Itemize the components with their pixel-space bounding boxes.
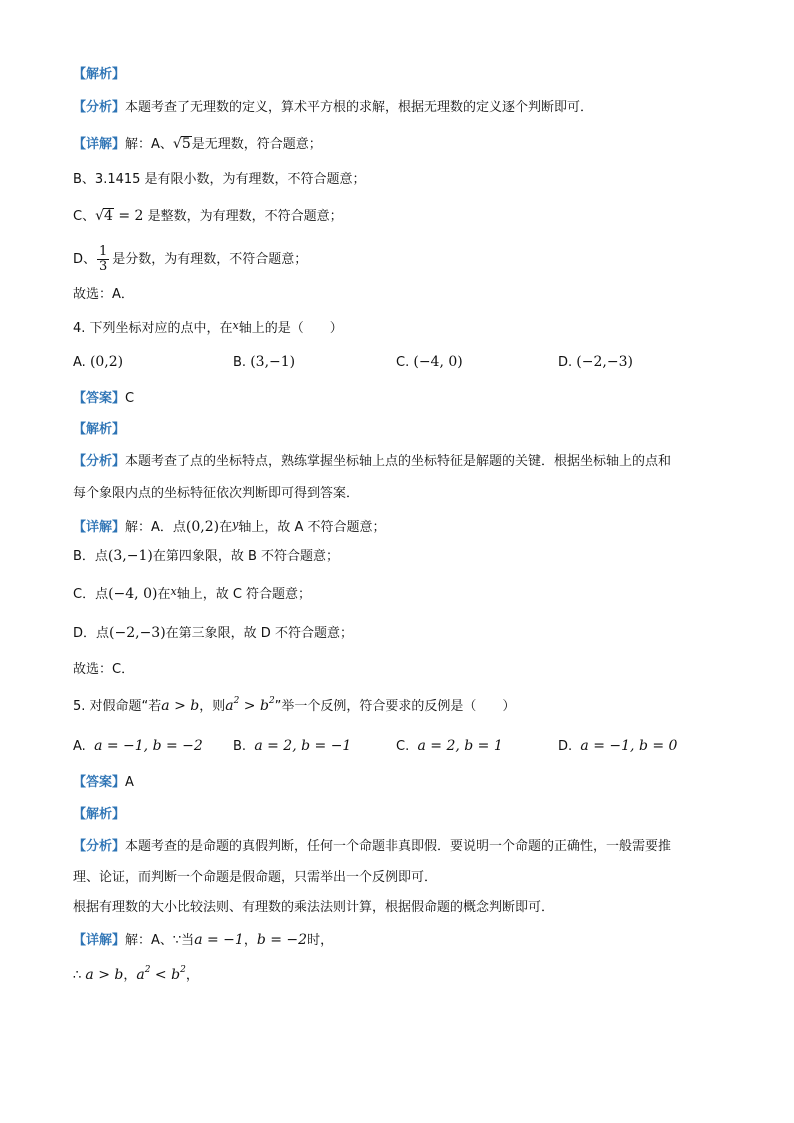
q4-stem-b: 轴上的是（ ）	[238, 321, 343, 336]
option-label: B.	[233, 739, 247, 754]
q4-stem-var: x	[232, 319, 239, 332]
fenxi-tag: 【分析】	[73, 454, 126, 469]
q5-fenxi-3: 根据有理数的大小比较法则、有理数的乘法法则计算，根据假命题的概念判断即可．	[73, 900, 555, 915]
fraction	[97, 245, 109, 274]
q3-a-text: 是无理数，符合题意；	[191, 137, 322, 152]
q4-b-2: 在第四象限，故 B 不符合题意；	[152, 549, 340, 564]
q3-a-prefix: 解：A、	[125, 137, 173, 152]
q4-fenxi-text: 本题考查了点的坐标特点，熟练掌握坐标轴上点的坐标特征是解题的关键．根据坐标轴上的点和	[125, 454, 672, 469]
q5-fenxi-2: 理、论证，而判断一个命题是假命题，只需举出一个反例即可．	[73, 870, 438, 885]
q4-b-1: B．点	[73, 549, 108, 564]
q5-option-a	[73, 737, 203, 756]
q3-detail-b: B、3.1415 是有限小数，为有理数，不符合题意；	[73, 172, 366, 187]
q4-detail-a	[73, 516, 386, 537]
q4-stem-a: 4. 下列坐标对应的点中，在	[73, 321, 233, 336]
xiangjie-tag: 【详解】	[73, 933, 126, 948]
q4-option-d	[558, 353, 633, 372]
q4-stem	[73, 317, 343, 338]
q5-conclusion	[73, 966, 199, 985]
q5-concl-2	[136, 967, 185, 983]
therefore-symbol: ∴	[73, 968, 82, 983]
xiangjie-tag: 【详解】	[73, 520, 126, 535]
option-label: B.	[233, 355, 247, 370]
q4-answer	[73, 390, 134, 408]
q5-concl-1: a > b	[85, 967, 124, 983]
q5-detail-2: ，	[243, 933, 257, 948]
var-a: a	[136, 967, 145, 983]
q4-c-var: x	[170, 585, 177, 598]
option-value: a = −1, b = −2	[94, 738, 203, 754]
option-value: (3,−1)	[250, 354, 296, 370]
q5-detail	[73, 931, 333, 950]
q4-a-3: 轴上，故 A 不符合题意；	[238, 520, 386, 535]
q5-stem-c: ”举一个反例，符合要求的反例是（ ）	[274, 699, 516, 714]
q4-fenxi-1	[73, 453, 671, 471]
option-value: a = 2, b = −1	[254, 738, 352, 754]
q4-option-c	[396, 353, 463, 372]
q5-option-b	[233, 737, 351, 756]
q4-a-2: 在	[219, 520, 233, 535]
jiexi-tag: 【解析】	[73, 807, 126, 822]
q4-d-point: (−2,−3)	[109, 625, 166, 641]
sqrt-symbol: √5	[172, 136, 191, 152]
q3-d-text: 是分数，为有理数，不符合题意；	[112, 252, 308, 267]
exponent: 2	[268, 696, 275, 706]
q4-fenxi-2: 每个象限内点的坐标特征依次判断即可得到答案．	[73, 486, 360, 501]
daan-tag: 【答案】	[73, 391, 126, 406]
q5-fenxi-text: 本题考查的是命题的真假判断，任何一个命题非真即假．要说明一个命题的正确性，一般需要推	[125, 839, 672, 854]
q3-c-prefix: C、	[73, 209, 96, 224]
q3-choice: 故选：A．	[73, 287, 134, 302]
q5-stem-b: ，则	[199, 699, 226, 714]
q5-detail-1: 解：A、∵当	[125, 933, 195, 948]
q4-d-1: D．点	[73, 626, 110, 641]
exponent: 2	[233, 696, 240, 706]
q4-detail-c	[73, 583, 311, 604]
q4-c-1: C．点	[73, 587, 109, 602]
q3-d-prefix: D、	[73, 252, 97, 267]
q5-answer-value: A	[125, 775, 134, 790]
option-value: a = 2, b = 1	[417, 738, 503, 754]
q5-option-d	[558, 737, 677, 756]
q5-stem-cond: a > b	[161, 698, 200, 714]
q4-c-3: 轴上，故 C 符合题意；	[176, 587, 312, 602]
daan-tag: 【答案】	[73, 775, 126, 790]
q4-c-point: (−4, 0)	[108, 586, 158, 602]
exponent: 2	[180, 965, 186, 975]
q3-d-num: 1	[99, 244, 108, 259]
option-label: D.	[558, 739, 573, 754]
q4-b-point: (3,−1)	[107, 548, 153, 564]
exponent: 2	[144, 965, 151, 975]
q4-choice: 故选：C．	[73, 662, 135, 677]
var-b: > b	[239, 698, 269, 714]
q4-option-a	[73, 353, 123, 372]
q5-stem	[73, 697, 515, 716]
q3-c-text: 是整数，为有理数，不符合题意；	[143, 209, 343, 224]
option-label: A.	[73, 739, 86, 754]
jiexi-tag: 【解析】	[73, 67, 126, 82]
q3-a-radicand: 5	[181, 136, 191, 152]
q3-detail-d	[73, 245, 307, 275]
sqrt-symbol: √4	[95, 208, 113, 224]
jiexi-tag: 【解析】	[73, 422, 126, 437]
option-label: C.	[396, 355, 410, 370]
q3-detail-c	[73, 207, 343, 226]
xiangjie-tag: 【详解】	[73, 137, 126, 152]
q4-d-2: 在第三象限，故 D 不符合题意；	[165, 626, 353, 641]
option-label: A.	[73, 355, 86, 370]
q4-a-var: y	[232, 518, 239, 531]
q5-detail-a: a = −1	[194, 932, 244, 948]
fenxi-tag: 【分析】	[73, 839, 126, 854]
var-b: < b	[150, 967, 181, 983]
q3-fenxi-text: 本题考查了无理数的定义，算术平方根的求解，根据无理数的定义逐个判断即可．	[125, 100, 594, 115]
q5-detail-b: b = −2	[256, 932, 308, 948]
option-label: D.	[558, 355, 573, 370]
var-a: a	[225, 698, 234, 714]
q4-detail-b	[73, 547, 339, 566]
q3-c-eq: = 2	[113, 208, 144, 224]
q3-fenxi	[73, 99, 593, 117]
q3-detail-a	[73, 135, 322, 154]
q4-answer-value: C	[125, 391, 135, 406]
q4-detail-d	[73, 624, 353, 643]
fenxi-tag: 【分析】	[73, 100, 126, 115]
q4-a-1: 解：A．点	[125, 520, 186, 535]
q5-fenxi-1	[73, 838, 671, 856]
q5-stem-a: 5. 对假命题“若	[73, 699, 162, 714]
q5-stem-concl	[225, 698, 274, 714]
q4-c-2: 在	[157, 587, 171, 602]
q3-c-radicand: 4	[104, 208, 113, 224]
q5-concl-end: ，	[185, 968, 199, 983]
q3-d-den: 3	[99, 259, 108, 274]
option-value: (−4, 0)	[413, 354, 463, 370]
option-value: a = −1, b = 0	[580, 738, 678, 754]
option-value: (−2,−3)	[576, 354, 633, 370]
q5-detail-3: 时，	[307, 933, 334, 948]
q5-option-c	[396, 737, 503, 756]
option-label: C.	[396, 739, 410, 754]
q4-a-point: (0,2)	[185, 519, 220, 535]
option-value: (0,2)	[89, 354, 124, 370]
q4-option-b	[233, 353, 295, 372]
q5-concl-sep: ，	[123, 968, 137, 983]
q5-answer	[73, 774, 134, 792]
